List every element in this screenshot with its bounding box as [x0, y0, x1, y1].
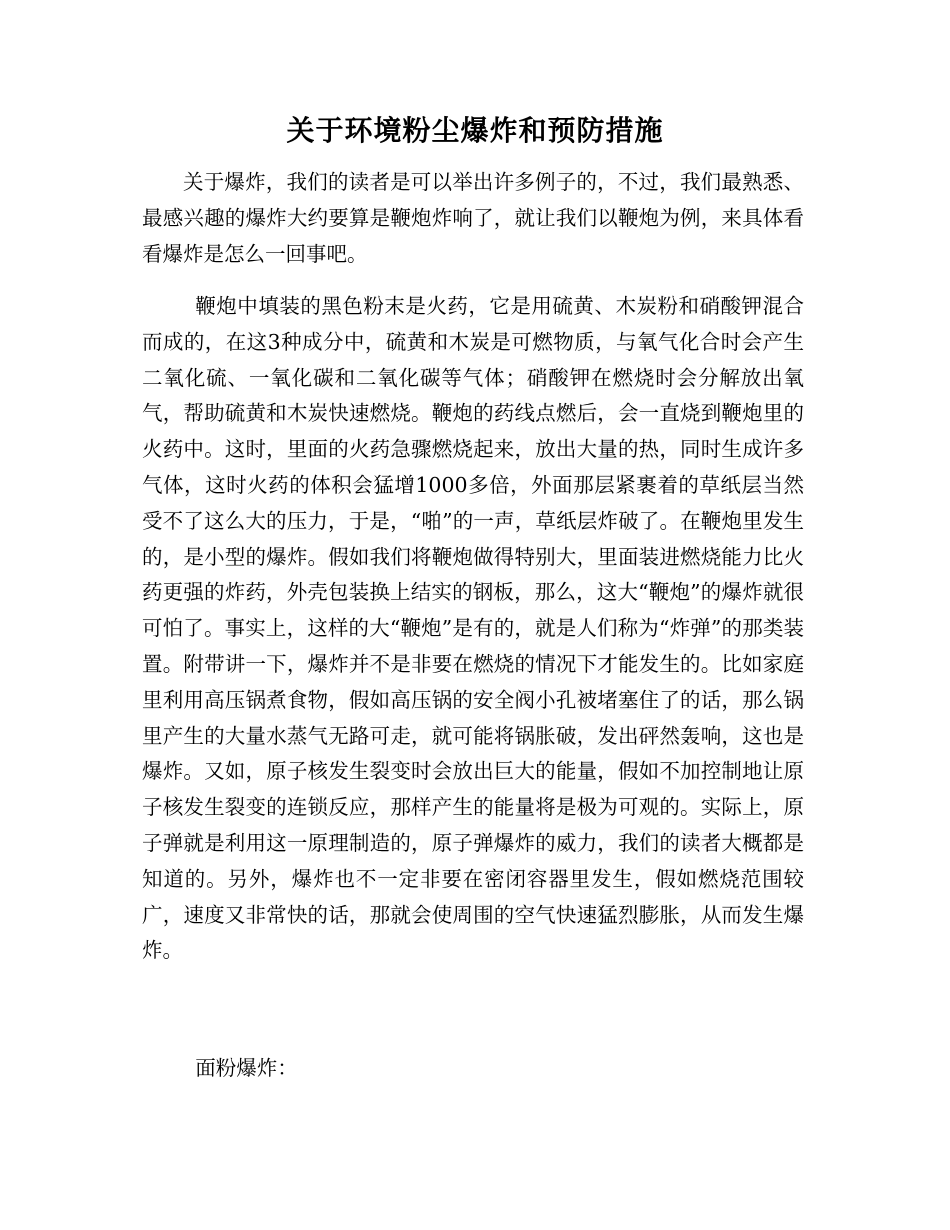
document-title: 关于环境粉尘爆炸和预防措施 [286, 114, 664, 147]
paragraph-flour-heading: 面粉爆炸： [195, 1056, 298, 1080]
paragraph-firecracker: 鞭炮中填装的黑色粉末是火药，它是用硫黄、木炭粉和硝酸钾混合而成的，在这3种成分中，硫黄和木炭是可燃物质，与氧气化合时会产生二氧化硫、一氧化碳和二氧化碳等气体；硝酸钾在燃烧时会分解放出氧气，帮助硫黄和木炭快速燃烧。鞭炮的药线点燃后，会一直烧到鞭炮里的火药中。这时，里面的火药急骤燃烧起来，放出大量的热，同时生成许多气体，这时火药的体积会猛增1000多倍，外面那层紧裹着的草纸层当然受不了这么大的压力，于是，“啪”的一声，草纸层炸破了。在鞭炮里发生的，是小型的爆炸。假如我们将鞭炮做得特别大，里面装进燃烧能力比火药更强的炸药，外壳包装换上结实的钢板，那么，这大“鞭炮”的爆炸就很可怕了。事实上，这样的大“鞭炮”是有的，就是人们称为“炸弹”的那类装置。附带讲一下，爆炸并不是非要在燃烧的情况下才能发生的。比如家庭里利用高压锅煮食物，假如高压锅的安全阀小孔被堵塞住了的话，那么锅里产生的大量水蒸气无路可走，就可能将锅胀破，发出砰然轰响，这也是爆炸。又如，原子核发生裂变时会放出巨大的能量，假如不加控制地让原子核发生裂变的连锁反应，那样产生的能量将是极为可观的。实际上，原子弹就是利用这一原理制造的，原子弹爆炸的威力，我们的读者大概都是知道的。另外，爆炸也不一定非要在密闭容器里发生，假如燃烧范围较广，速度又非常快的话，那就会使周围的空气快速猛烈膨胀，从而发生爆炸。 [142, 294, 804, 963]
paragraph-intro: 关于爆炸，我们的读者是可以举出许多例子的，不过，我们最熟悉、最感兴趣的爆炸大约要算是鞭炮炸响了，就让我们以鞭炮为例，来具体看看爆炸是怎么一回事吧。 [142, 170, 804, 266]
